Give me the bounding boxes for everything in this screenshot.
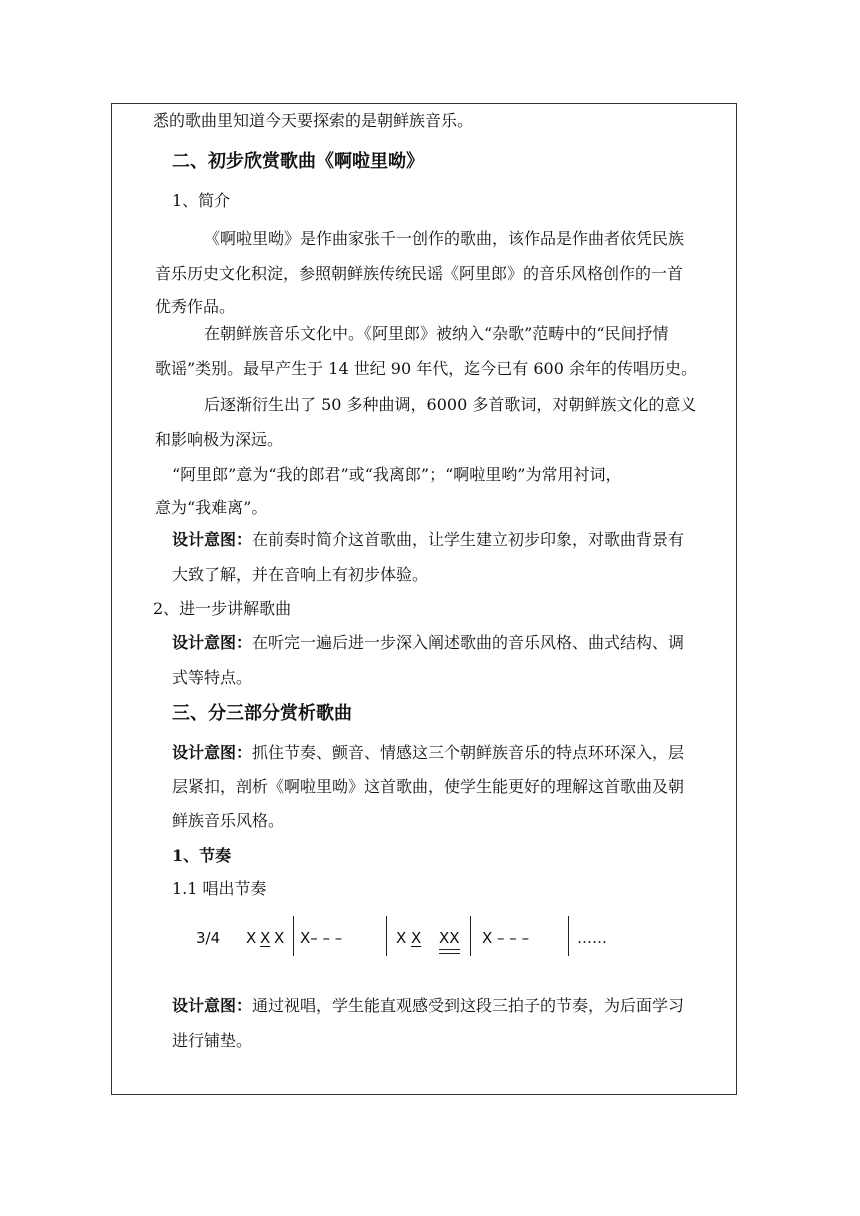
paragraph-line: 层紧扣，剖析《啊啦里呦》这首歌曲，使学生能更好的理解这首歌曲及朝 bbox=[172, 777, 685, 796]
barline bbox=[470, 916, 471, 956]
paragraph-line: 式等特点。 bbox=[172, 668, 253, 687]
rhythm-note: XX bbox=[439, 928, 460, 950]
rhythm-note: X bbox=[411, 929, 422, 947]
subsection-rhythm: 1、节奏 bbox=[172, 846, 232, 865]
design-intent-label: 设计意图： bbox=[172, 530, 253, 549]
paragraph-line: 《啊啦里呦》是作曲家张千一创作的歌曲，该作品是作曲者依凭民族 bbox=[204, 229, 685, 248]
barline bbox=[386, 916, 387, 956]
paragraph-line: 和影响极为深远。 bbox=[155, 430, 284, 449]
design-intent bbox=[172, 529, 684, 551]
design-intent bbox=[172, 632, 684, 654]
paragraph-line: 优秀作品。 bbox=[155, 297, 236, 316]
section-heading-2: 二、初步欣赏歌曲《啊啦里呦》 bbox=[172, 151, 424, 172]
barline bbox=[568, 916, 569, 956]
rhythm-note: X bbox=[274, 929, 285, 947]
section-heading-3: 三、分三部分赏析歌曲 bbox=[172, 703, 352, 724]
paragraph-line: 进行铺垫。 bbox=[172, 1031, 253, 1050]
design-intent-label: 设计意图： bbox=[172, 996, 253, 1015]
rhythm-measure: X– – – bbox=[300, 929, 343, 947]
rhythm-measure: X – – – bbox=[482, 929, 530, 947]
paragraph-line: 后逐渐衍生出了 50 多种曲调，6000 多首歌词，对朝鲜族文化的意义 bbox=[204, 395, 697, 414]
rhythm-note: X bbox=[396, 929, 407, 947]
paragraph-line: “阿里郎”意为“我的郎君”或“我离郎”；“啊啦里哟”为常用衬词， bbox=[172, 465, 622, 484]
text-line: 悉的歌曲里知道今天要探索的是朝鲜族音乐。 bbox=[153, 111, 474, 130]
paragraph-line: 歌谣”类别。最早产生于 14 世纪 90 年代，迄今已有 600 余年的传唱历史。 bbox=[155, 359, 697, 378]
rhythm-notation bbox=[196, 914, 636, 962]
barline bbox=[293, 916, 294, 956]
paragraph-line: 在朝鲜族音乐文化中。《阿里郎》被纳入“杂歌”范畴中的“民间抒情 bbox=[204, 324, 669, 343]
design-intent-text: 在前奏时简介这首歌曲，让学生建立初步印象，对歌曲背景有 bbox=[252, 530, 685, 549]
paragraph-line: 大致了解，并在音响上有初步体验。 bbox=[172, 565, 429, 584]
subsection-explain: 2、进一步讲解歌曲 bbox=[153, 599, 292, 618]
paragraph-line: 音乐历史文化积淀，参照朝鲜族传统民谣《阿里郎》的音乐风格创作的一首 bbox=[155, 264, 684, 283]
design-intent-text: 在听完一遍后进一步深入阐述歌曲的音乐风格、曲式结构、调 bbox=[252, 633, 685, 652]
design-intent-label: 设计意图： bbox=[172, 743, 253, 762]
paragraph-line: 鲜族音乐风格。 bbox=[172, 811, 285, 830]
design-intent-text: 抓住节奏、颤音、情感这三个朝鲜族音乐的特点环环深入，层 bbox=[252, 743, 685, 762]
design-intent-label: 设计意图： bbox=[172, 633, 253, 652]
design-intent bbox=[172, 742, 684, 764]
rhythm-note: X bbox=[260, 929, 271, 947]
subsection-intro: 1、简介 bbox=[172, 191, 231, 210]
rhythm-note: X bbox=[246, 929, 257, 947]
subsection-sing-rhythm: 1.1 唱出节奏 bbox=[172, 879, 267, 898]
design-intent-text: 通过视唱，学生能直观感受到这段三拍子的节奏，为后面学习 bbox=[252, 996, 685, 1015]
rhythm-ellipsis: …… bbox=[577, 929, 607, 947]
design-intent bbox=[172, 995, 684, 1017]
time-signature: 3/4 bbox=[196, 929, 221, 947]
paragraph-line: 意为“我难离”。 bbox=[155, 498, 268, 517]
